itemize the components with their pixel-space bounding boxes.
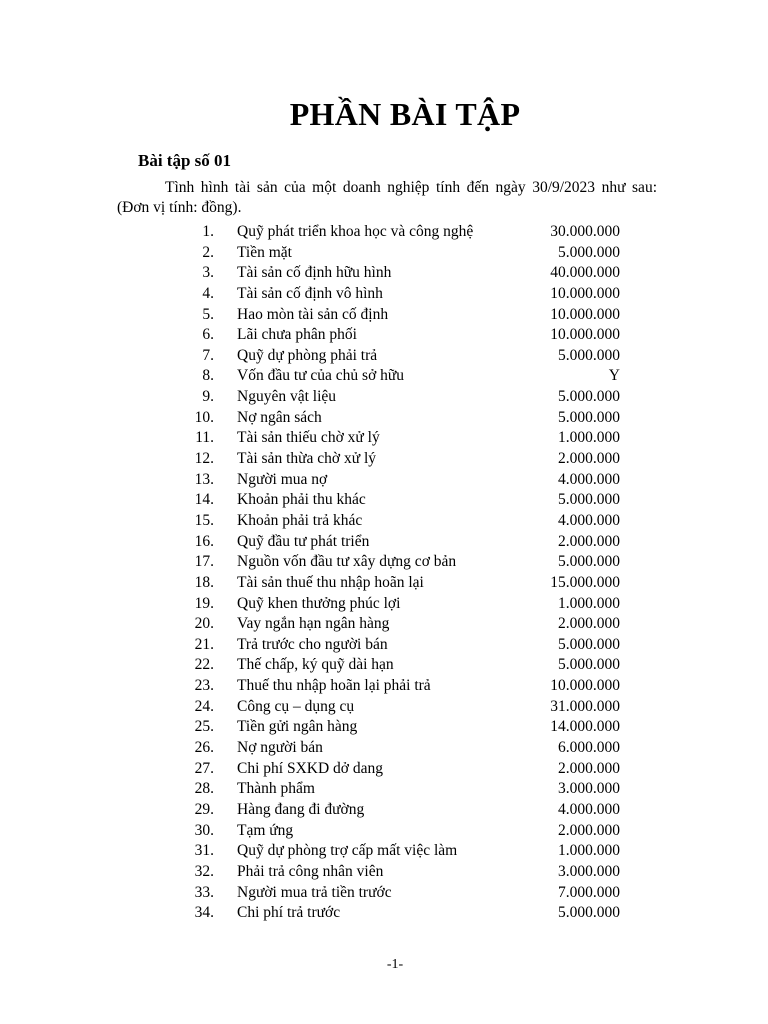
- item-number: 29.: [194, 800, 214, 818]
- list-item: [0, 676, 768, 697]
- item-value: 30.000.000: [550, 223, 620, 240]
- item-name: Tài sản cố định vô hình: [237, 284, 383, 302]
- list-item: [0, 821, 768, 842]
- item-name: Quỹ phát triển khoa học và công nghệ: [237, 223, 474, 240]
- item-number: 17.: [194, 553, 214, 571]
- item-number: 14.: [194, 491, 214, 509]
- item-value: Y: [608, 367, 620, 385]
- item-name: Nguồn vốn đầu tư xây dựng cơ bản: [237, 553, 457, 571]
- list-item: [0, 883, 768, 904]
- item-name: Quỹ dự phòng phải trả: [237, 346, 378, 364]
- item-value: 5.000.000: [558, 408, 620, 426]
- list-item: [0, 903, 768, 924]
- item-number: 3.: [202, 264, 214, 282]
- item-value: 5.000.000: [558, 243, 620, 261]
- item-number: 26.: [194, 739, 214, 757]
- item-number: 25.: [194, 718, 214, 736]
- list-item: [0, 532, 768, 553]
- item-name: Nợ người bán: [237, 739, 323, 757]
- asset-list: [0, 222, 768, 924]
- item-name: Hàng đang đi đường: [237, 800, 365, 818]
- list-item: [0, 594, 768, 615]
- list-item: [0, 759, 768, 780]
- item-name: Tài sản thừa chờ xử lý: [237, 450, 377, 468]
- list-item: [0, 387, 768, 408]
- item-name: Lãi chưa phân phối: [237, 326, 357, 344]
- item-number: 15.: [194, 511, 214, 529]
- item-number: 6.: [202, 326, 214, 344]
- item-number: 18.: [194, 573, 214, 591]
- item-name: Tiền mặt: [237, 243, 292, 261]
- item-number: 10.: [194, 408, 214, 426]
- item-name: Chi phí SXKD dở dang: [237, 759, 383, 777]
- item-name: Tạm ứng: [237, 821, 294, 839]
- list-item: [0, 222, 768, 243]
- item-value: 5.000.000: [558, 346, 620, 364]
- item-name: Công cụ – dụng cụ: [237, 697, 355, 715]
- item-number: 19.: [194, 594, 214, 612]
- document-title: PHẦN BÀI TẬP: [289, 96, 521, 132]
- item-number: 9.: [202, 388, 214, 406]
- exercise-intro: Tình hình tài sản của một doanh nghiệp tính đến ngày 30/9/2023 như sau: (Đơn vị tính: đồng).: [117, 179, 657, 216]
- item-name: Vốn đầu tư của chủ sở hữu: [237, 367, 405, 385]
- item-value: 5.000.000: [558, 388, 620, 406]
- item-name: Thế chấp, ký quỹ dài hạn: [237, 656, 394, 674]
- item-name: Người mua trả tiền trước: [237, 883, 392, 901]
- item-number: 24.: [194, 697, 214, 715]
- list-item: [0, 284, 768, 305]
- list-item: [0, 325, 768, 346]
- item-number: 12.: [194, 450, 214, 468]
- item-number: 1.: [202, 223, 214, 240]
- item-value: 10.000.000: [550, 284, 620, 302]
- item-value: 3.000.000: [558, 780, 620, 798]
- item-number: 4.: [202, 284, 214, 302]
- item-name: Tiền gửi ngân hàng: [237, 718, 358, 736]
- item-name: Thành phẩm: [237, 780, 315, 798]
- list-item: [0, 841, 768, 862]
- item-value: 2.000.000: [558, 615, 620, 633]
- item-number: 21.: [194, 635, 214, 653]
- item-number: 16.: [194, 532, 214, 550]
- list-item: [0, 862, 768, 883]
- list-item: [0, 263, 768, 284]
- item-number: 30.: [194, 821, 214, 839]
- item-number: 23.: [194, 677, 214, 695]
- item-value: 2.000.000: [558, 759, 620, 777]
- item-number: 34.: [194, 904, 214, 922]
- item-number: 31.: [194, 842, 214, 860]
- list-item: [0, 243, 768, 264]
- item-name: Tài sản thuế thu nhập hoãn lại: [237, 573, 424, 591]
- item-value: 6.000.000: [558, 739, 620, 757]
- item-name: Người mua nợ: [237, 470, 328, 488]
- list-item: [0, 470, 768, 491]
- item-number: 20.: [194, 615, 214, 633]
- item-number: 27.: [194, 759, 214, 777]
- item-name: Thuế thu nhập hoãn lại phải trả: [237, 677, 431, 695]
- item-name: Nguyên vật liệu: [237, 388, 337, 406]
- item-value: 31.000.000: [550, 697, 620, 715]
- item-number: 5.: [202, 305, 214, 323]
- item-name: Quỹ dự phòng trợ cấp mất việc làm: [237, 842, 458, 860]
- item-number: 13.: [194, 470, 214, 488]
- item-name: Trả trước cho người bán: [237, 635, 388, 653]
- item-name: Quỹ đầu tư phát triển: [237, 532, 370, 550]
- item-number: 11.: [195, 429, 214, 447]
- item-name: Khoản phải trả khác: [237, 511, 363, 529]
- list-item: [0, 346, 768, 367]
- item-name: Tài sản thiếu chờ xử lý: [237, 429, 380, 447]
- list-item: [0, 573, 768, 594]
- list-item: [0, 511, 768, 532]
- item-name: Tài sản cố định hữu hình: [237, 264, 392, 282]
- item-value: 4.000.000: [558, 800, 620, 818]
- item-value: 7.000.000: [558, 883, 620, 901]
- item-value: 4.000.000: [558, 470, 620, 488]
- list-item: [0, 449, 768, 470]
- item-name: Quỹ khen thưởng phúc lợi: [237, 594, 401, 612]
- list-item: [0, 717, 768, 738]
- page-number: -1-: [386, 957, 404, 972]
- item-value: 5.000.000: [558, 656, 620, 674]
- list-item: [0, 779, 768, 800]
- item-name: Hao mòn tài sản cố định: [237, 305, 389, 323]
- exercise-heading: Bài tập số 01: [138, 151, 232, 170]
- item-value: 2.000.000: [558, 532, 620, 550]
- item-value: 1.000.000: [558, 594, 620, 612]
- item-value: 10.000.000: [550, 326, 620, 344]
- list-item: [0, 635, 768, 656]
- item-value: 40.000.000: [550, 264, 620, 282]
- list-item: [0, 655, 768, 676]
- item-value: 3.000.000: [558, 862, 620, 880]
- item-value: 14.000.000: [550, 718, 620, 736]
- item-value: 10.000.000: [550, 305, 620, 323]
- item-value: 4.000.000: [558, 511, 620, 529]
- item-value: 2.000.000: [558, 450, 620, 468]
- item-number: 7.: [202, 346, 214, 364]
- list-item: [0, 490, 768, 511]
- item-value: 15.000.000: [550, 573, 620, 591]
- item-name: Nợ ngân sách: [237, 408, 322, 426]
- item-name: Khoản phải thu khác: [237, 491, 366, 509]
- list-item: [0, 552, 768, 573]
- item-value: 1.000.000: [558, 429, 620, 447]
- item-number: 33.: [194, 883, 214, 901]
- list-item: [0, 408, 768, 429]
- list-item: [0, 428, 768, 449]
- list-item: [0, 697, 768, 718]
- item-number: 2.: [202, 243, 214, 261]
- item-value: 2.000.000: [558, 821, 620, 839]
- item-number: 28.: [194, 780, 214, 798]
- list-item: [0, 305, 768, 326]
- item-number: 32.: [194, 862, 214, 880]
- item-value: 5.000.000: [558, 491, 620, 509]
- item-value: 5.000.000: [558, 635, 620, 653]
- item-value: 5.000.000: [558, 553, 620, 571]
- list-item: [0, 738, 768, 759]
- item-value: 1.000.000: [558, 842, 620, 860]
- item-value: 5.000.000: [558, 904, 620, 922]
- list-item: [0, 614, 768, 635]
- list-item: [0, 800, 768, 821]
- item-name: Vay ngắn hạn ngân hàng: [237, 615, 390, 633]
- list-item: [0, 366, 768, 387]
- item-name: Chi phí trả trước: [237, 904, 341, 922]
- item-name: Phải trả công nhân viên: [237, 862, 384, 880]
- item-value: 10.000.000: [550, 677, 620, 695]
- item-number: 22.: [194, 656, 214, 674]
- item-number: 8.: [202, 367, 214, 385]
